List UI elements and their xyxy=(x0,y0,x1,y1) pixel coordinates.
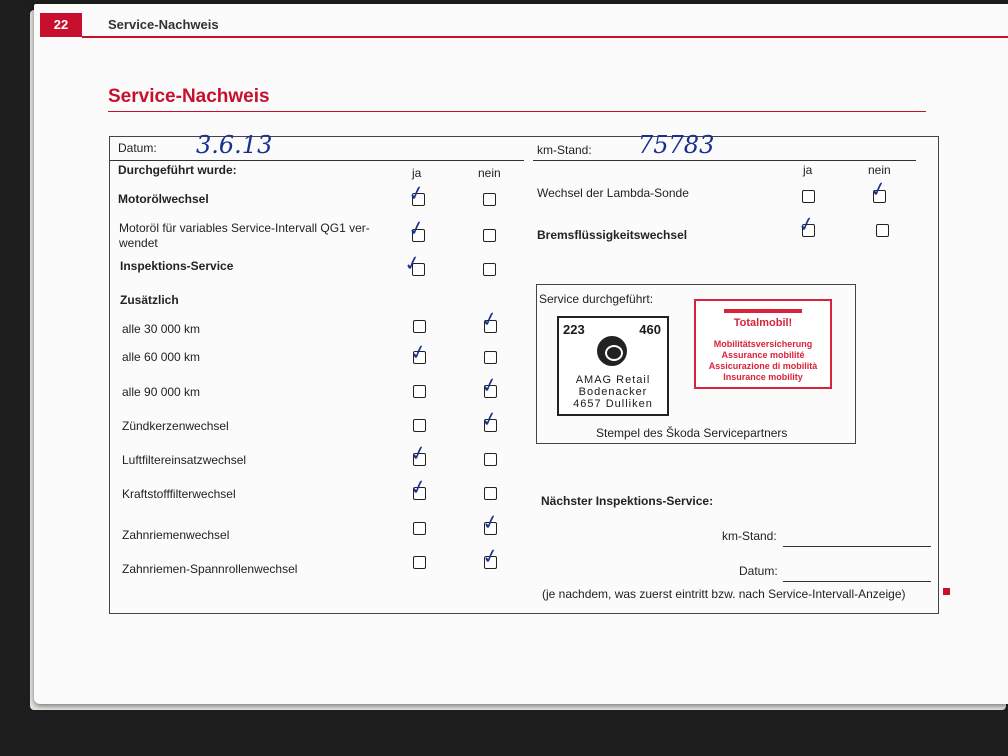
running-header-title: Service-Nachweis xyxy=(108,17,219,32)
checkbox-ja[interactable] xyxy=(413,320,426,333)
handwritten-check-icon: ✓ xyxy=(405,214,428,242)
handwritten-check-icon: ✓ xyxy=(478,405,501,433)
datum-rule xyxy=(110,160,524,161)
header-rule xyxy=(82,36,1008,38)
item-label-cont: wendet xyxy=(119,236,158,250)
totalmobil-line: Assicurazione di mobilità xyxy=(708,361,818,371)
skoda-logo-icon xyxy=(597,336,627,366)
checkbox-ja[interactable] xyxy=(413,556,426,569)
handwritten-check-icon: ✓ xyxy=(795,210,818,238)
next-datum-field[interactable] xyxy=(783,581,931,582)
durchgefuehrt-label: Durchgeführt wurde: xyxy=(118,163,237,177)
checkbox-nein[interactable] xyxy=(484,487,497,500)
totalmobil-title: Totalmobil! xyxy=(733,317,793,329)
item-label: Wechsel der Lambda-Sonde xyxy=(537,186,689,200)
item-label: Kraftstofffilterwechsel xyxy=(122,487,236,501)
item-label: Zündkerzenwechsel xyxy=(122,419,229,433)
handwritten-check-icon: ✓ xyxy=(478,371,501,399)
item-label: Motoröl für variables Service-Intervall QG1 ver- xyxy=(119,221,370,235)
stamp-number-right: 460 xyxy=(639,322,661,337)
page-number-badge: 22 xyxy=(40,13,82,37)
stamp-line: Bodenacker xyxy=(578,386,648,398)
stamp-bar xyxy=(724,309,802,313)
item-label: alle 30 000 km xyxy=(122,322,201,336)
col-nein-right: nein xyxy=(868,163,891,177)
stamp-number-left: 223 xyxy=(563,322,585,337)
checkbox-ja[interactable] xyxy=(413,419,426,432)
item-label: Motorölwechsel xyxy=(118,192,209,206)
checkbox-nein[interactable] xyxy=(483,229,496,242)
end-marker-icon xyxy=(943,588,950,595)
next-service-label: Nächster Inspektions-Service: xyxy=(541,494,714,508)
checkbox-ja[interactable] xyxy=(413,522,426,535)
next-km-field[interactable] xyxy=(783,546,931,547)
item-label: Zahnriemenwechsel xyxy=(122,528,230,542)
col-ja-left: ja xyxy=(412,166,422,180)
handwritten-check-icon: ✓ xyxy=(407,439,430,467)
page-heading: Service-Nachweis xyxy=(108,86,270,107)
item-label: Zahnriemen-Spannrollenwechsel xyxy=(122,562,298,576)
stamp-line: 4657 Dulliken xyxy=(573,398,653,410)
checkbox-nein[interactable] xyxy=(484,351,497,364)
col-nein-left: nein xyxy=(478,166,501,180)
handwritten-check-icon: ✓ xyxy=(479,508,502,536)
kmstand-rule xyxy=(533,160,916,161)
next-datum-label: Datum: xyxy=(739,564,778,578)
totalmobil-line: Mobilitätsversicherung xyxy=(713,339,813,349)
handwritten-check-icon: ✓ xyxy=(478,305,501,333)
checkbox-nein[interactable] xyxy=(876,224,889,237)
kmstand-label: km-Stand: xyxy=(537,143,592,157)
datum-label: Datum: xyxy=(118,141,157,155)
col-ja-right: ja xyxy=(803,163,813,177)
handwritten-check-icon: ✓ xyxy=(405,179,428,207)
totalmobil-line: Insurance mobility xyxy=(723,372,803,382)
stamp-line: AMAG Retail xyxy=(575,374,651,386)
checkbox-nein[interactable] xyxy=(483,263,496,276)
footnote: (je nachdem, was zuerst eintritt bzw. nach Service-Intervall-Anzeige) xyxy=(542,587,906,601)
checkbox-nein[interactable] xyxy=(483,193,496,206)
handwritten-check-icon: ✓ xyxy=(407,338,430,366)
next-km-label: km-Stand: xyxy=(722,529,777,543)
handwritten-check-icon: ✓ xyxy=(479,542,502,570)
item-label: Bremsflüssigkeitswechsel xyxy=(537,228,688,242)
checkbox-ja[interactable] xyxy=(413,385,426,398)
heading-rule xyxy=(108,111,926,112)
totalmobil-line: Assurance mobilité xyxy=(721,350,805,360)
handwritten-check-icon: ✓ xyxy=(407,473,430,501)
totalmobil-stamp xyxy=(694,299,832,389)
item-label: alle 60 000 km xyxy=(122,350,201,364)
item-label: alle 90 000 km xyxy=(122,385,201,399)
stamp-caption: Stempel des Škoda Servicepartners xyxy=(596,426,788,440)
dealer-stamp xyxy=(557,316,669,416)
checkbox-nein[interactable] xyxy=(484,453,497,466)
kmstand-handwritten: 75783 xyxy=(638,131,715,159)
handwritten-check-icon: ✓ xyxy=(867,175,890,203)
item-label: Luftfiltereinsatzwechsel xyxy=(122,453,247,467)
service-box-label: Service durchgeführt: xyxy=(539,292,654,306)
handwritten-check-icon: ✓ xyxy=(401,249,424,277)
checkbox-ja[interactable] xyxy=(802,190,815,203)
item-label: Inspektions-Service xyxy=(120,259,234,273)
datum-handwritten: 3.6.13 xyxy=(196,131,273,159)
zusaetzlich-label: Zusätzlich xyxy=(120,293,179,307)
